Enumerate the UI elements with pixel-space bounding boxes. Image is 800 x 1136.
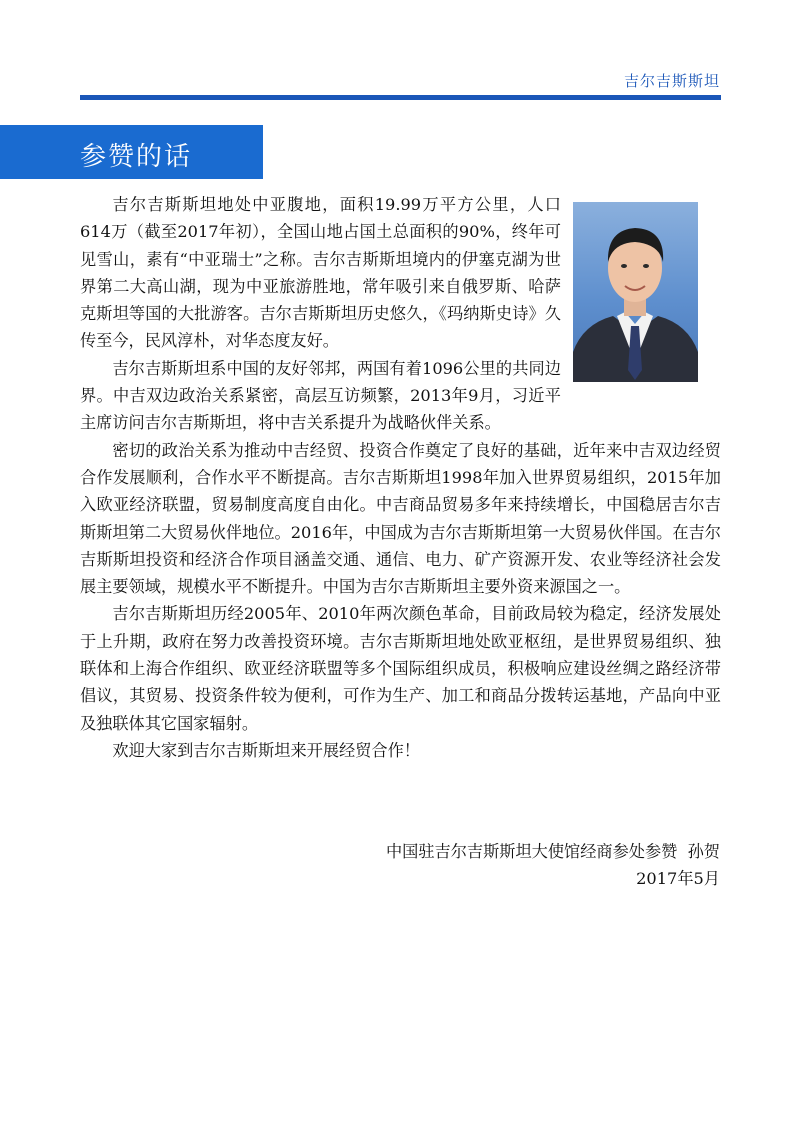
article-paragraph: 吉尔吉斯斯坦历经2005年、2010年两次颜色革命，目前政局较为稳定，经济发展处于上升期，政府在努力改善投资环境。吉尔吉斯斯坦地处欧亚枢纽，是世界贸易组织、独联体和上海合作组织、欧亚经济联盟等多个国际组织成员，积极响应建设丝绸之路经济带倡议，其贸易、投资条件较为便利，可作为生产、加工和商品分拨转运基地，产品向中亚及独联体其它国家辐射。 (80, 604, 721, 733)
article-paragraph: 吉尔吉斯斯坦系中国的友好邻邦，两国有着1096公里的共同边界。中吉双边政治关系紧密，高层互访频繁，2013年9月，习近平主席访问吉尔吉斯斯坦，将中吉关系提升为战略伙伴关系。 (80, 358, 561, 433)
header-country-name: 吉尔吉斯斯坦 (623, 72, 720, 90)
article-paragraph: 吉尔吉斯斯坦地处中亚腹地，面积19.99万平方公里，人口614万（截至2017年初），全国山地占国土总面积的90%，终年可见雪山，素有“中亚瑞士”之称。吉尔吉斯斯坦境内的伊塞克湖为世界第二大高山湖，现为中亚旅游胜地，常年吸引来自俄罗斯、哈萨克斯坦等国的大批游客。吉尔吉斯斯坦历史悠久，《玛纳斯史诗》久传至今，民风淳朴，对华态度友好。 (80, 195, 561, 351)
article-paragraph: 欢迎大家到吉尔吉斯斯坦来开展经贸合作！ (112, 740, 420, 760)
section-title: 参赞的话 (80, 142, 193, 172)
signature-author: 中国驻吉尔吉斯斯坦大使馆经商参处参赞 孙贺 (385, 842, 720, 861)
header-divider (80, 95, 721, 100)
signature-block (386, 838, 720, 892)
article-paragraph: 密切的政治关系为推动中吉经贸、投资合作奠定了良好的基础，近年来中吉双边经贸合作发展顺利，合作水平不断提高。吉尔吉斯斯坦1998年加入世界贸易组织，2015年加入欧亚经济联盟，贸易制度高度自由化。中吉商品贸易多年来持续增长，中国稳居吉尔吉斯斯坦第二大贸易伙伴地位。2016年，中国成为吉尔吉斯斯坦第一大贸易伙伴国。在吉尔吉斯斯坦投资和经济合作项目涵盖交通、通信、电力、矿产资源开发、农业等经济社会发展主要领域，规模水平不断提升。中国为吉尔吉斯斯坦主要外资来源国之一。 (80, 440, 721, 597)
article-body (80, 191, 721, 764)
signature-date: 2017年5月 (636, 869, 720, 888)
